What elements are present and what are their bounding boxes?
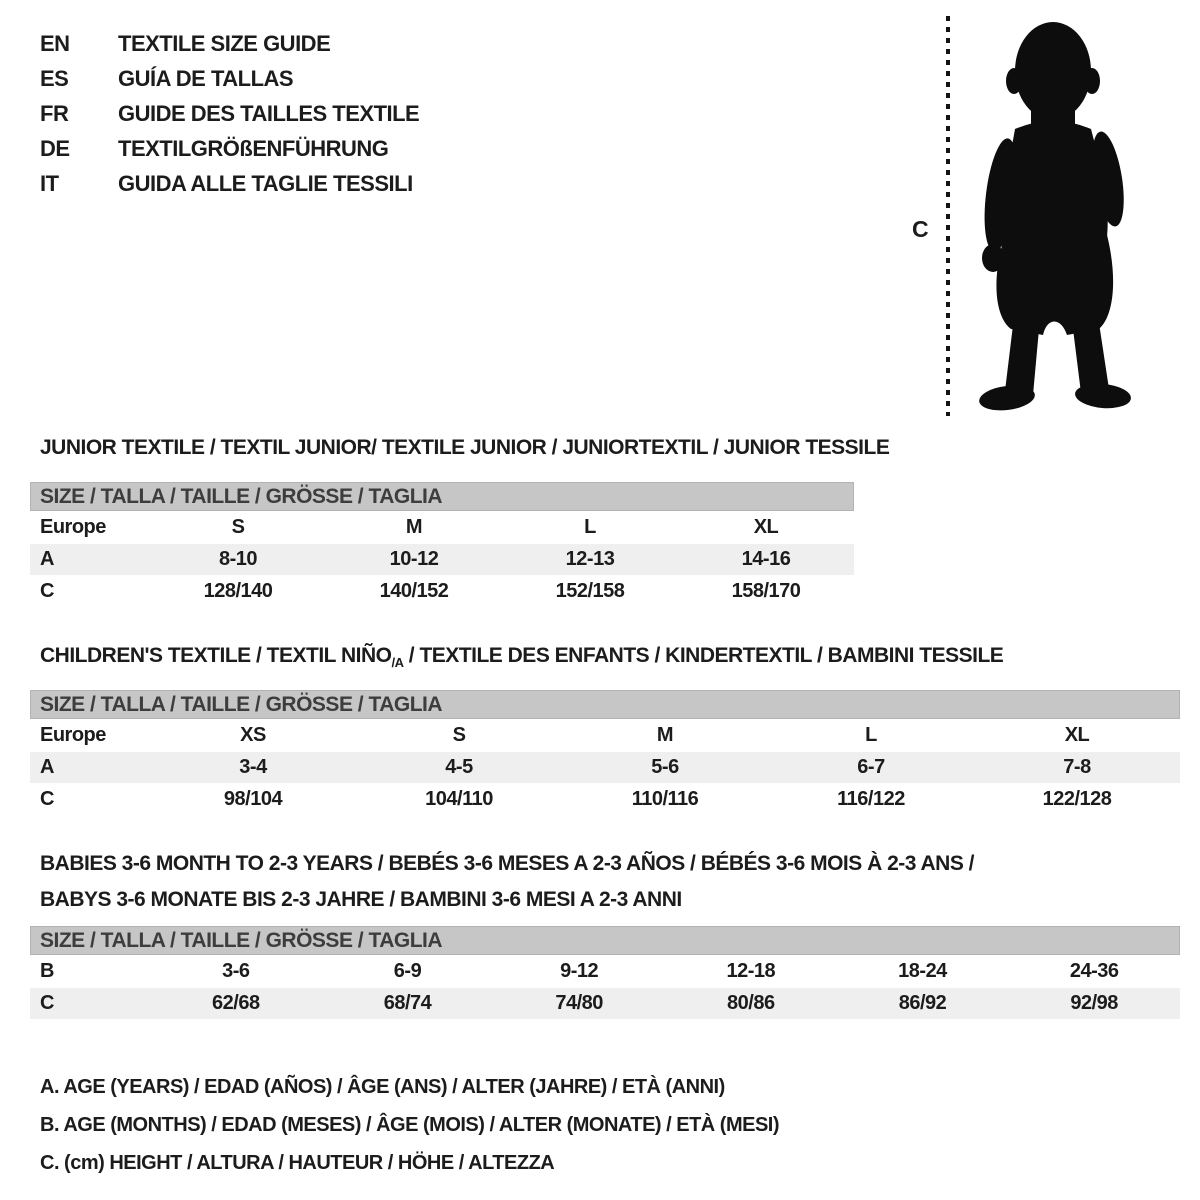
children-size-table <box>30 690 1180 815</box>
size-table-header: SIZE / TALLA / TAILLE / GRÖSSE / TAGLIA <box>30 690 1180 719</box>
lang-row-de <box>40 131 419 166</box>
size-cell: L <box>865 724 877 746</box>
lang-code: IT <box>40 170 59 196</box>
size-table-header: SIZE / TALLA / TAILLE / GRÖSSE / TAGLIA <box>30 482 854 511</box>
size-cell: XL <box>1064 724 1090 746</box>
table-row-age-years <box>30 752 1180 783</box>
table-row-height-cm <box>30 576 854 607</box>
size-cell: S <box>231 516 245 538</box>
age-cell: 3-4 <box>239 756 267 778</box>
row-label: Europe <box>40 516 106 538</box>
size-table-header: SIZE / TALLA / TAILLE / GRÖSSE / TAGLIA <box>30 926 1180 955</box>
height-cell: 158/170 <box>731 580 801 602</box>
age-cell: 10-12 <box>389 548 439 570</box>
age-cell: 24-36 <box>1069 960 1119 982</box>
toddler-silhouette-icon <box>963 16 1163 418</box>
height-cell: 68/74 <box>383 992 432 1014</box>
size-cell: M <box>656 724 674 746</box>
size-cell: XL <box>753 516 779 538</box>
height-measure-label: C <box>912 216 929 242</box>
age-cell: 12-13 <box>565 548 615 570</box>
row-label: A <box>40 548 54 570</box>
guide-title-it: GUIDA ALLE TAGLIE TESSILI <box>118 170 413 196</box>
lang-row-es <box>40 61 419 96</box>
junior-section-title: JUNIOR TEXTILE / TEXTIL JUNIOR/ TEXTILE JUNIOR / JUNIORTEXTIL / JUNIOR TESSILE <box>40 436 890 459</box>
children-title-subscript: /A <box>391 655 404 671</box>
lang-row-fr <box>40 96 419 131</box>
age-cell: 14-16 <box>741 548 791 570</box>
language-title-list <box>40 26 419 201</box>
legend-c-height-cm: C. (cm) HEIGHT / ALTURA / HAUTEUR / HÖHE / ALTEZZA <box>40 1151 555 1174</box>
lang-code: FR <box>40 100 69 126</box>
babies-section-title-line2: BABYS 3-6 MONATE BIS 2-3 JAHRE / BAMBINI 3-6 MESI A 2-3 ANNI <box>40 888 682 911</box>
size-cell: XS <box>240 724 266 746</box>
age-cell: 6-7 <box>857 756 885 778</box>
table-row-europe <box>30 512 854 543</box>
lang-code: EN <box>40 30 70 56</box>
table-row-height-cm <box>30 988 1180 1019</box>
height-cell: 80/86 <box>727 992 775 1014</box>
age-cell: 12-18 <box>726 960 776 982</box>
guide-title-es: GUÍA DE TALLAS <box>118 65 294 91</box>
children-title-prefix: CHILDREN'S TEXTILE / TEXTIL NIÑO <box>40 644 392 667</box>
height-cell: 122/128 <box>1042 788 1112 810</box>
babies-size-table <box>30 926 1180 1019</box>
lang-code: ES <box>40 65 69 91</box>
row-label: A <box>40 756 54 778</box>
height-cell: 74/80 <box>555 992 603 1014</box>
children-section-title <box>40 644 1003 670</box>
age-cell: 3-6 <box>222 960 250 982</box>
babies-section-title-line1: BABIES 3-6 MONTH TO 2-3 YEARS / BEBÉS 3-6 MESES A 2-3 AÑOS / BÉBÉS 3-6 MOIS À 2-3 ANS / <box>40 852 975 875</box>
table-row-height-cm <box>30 784 1180 815</box>
table-row-europe <box>30 720 1180 751</box>
table-row-age-years <box>30 544 854 575</box>
guide-title-fr: GUIDE DES TAILLES TEXTILE <box>118 100 420 126</box>
lang-row-en <box>40 26 419 61</box>
size-cell: L <box>584 516 596 538</box>
table-row-age-months <box>30 956 1180 987</box>
row-label: C <box>40 992 54 1014</box>
size-cell: S <box>452 724 466 746</box>
children-title-suffix: / TEXTILE DES ENFANTS / KINDERTEXTIL / BAMBINI TESSILE <box>403 644 1004 667</box>
height-cell: 86/92 <box>898 992 947 1014</box>
height-cell: 104/110 <box>425 788 493 810</box>
row-label: C <box>40 580 54 602</box>
guide-title-en: TEXTILE SIZE GUIDE <box>118 30 331 56</box>
legend-b-age-months: B. AGE (MONTHS) / EDAD (MESES) / ÂGE (MOIS) / ALTER (MONATE) / ETÀ (MESI) <box>40 1113 780 1136</box>
age-cell: 6-9 <box>393 960 422 982</box>
age-cell: 8-10 <box>218 548 258 570</box>
height-cell: 128/140 <box>203 580 273 602</box>
height-cell: 152/158 <box>555 580 625 602</box>
row-label: C <box>40 788 54 810</box>
junior-size-table <box>30 482 854 607</box>
height-measure-dashed-line <box>946 16 950 416</box>
legend-a-age-years: A. AGE (YEARS) / EDAD (AÑOS) / ÂGE (ANS) / ALTER (JAHRE) / ETÀ (ANNI) <box>40 1075 725 1098</box>
height-cell: 110/116 <box>631 788 699 810</box>
age-cell: 7-8 <box>1063 756 1091 778</box>
height-cell: 62/68 <box>212 992 260 1014</box>
height-cell: 92/98 <box>1070 992 1118 1014</box>
age-cell: 9-12 <box>560 960 599 982</box>
height-cell: 140/152 <box>379 580 449 602</box>
lang-code: DE <box>40 135 70 161</box>
lang-row-it <box>40 166 419 201</box>
age-cell: 18-24 <box>898 960 947 982</box>
age-cell: 4-5 <box>445 756 473 778</box>
guide-title-de: TEXTILGRÖßENFÜHRUNG <box>118 135 389 161</box>
row-label: B <box>40 960 54 982</box>
measure-legend <box>40 1068 779 1182</box>
size-cell: M <box>405 516 423 538</box>
height-cell: 98/104 <box>223 788 283 810</box>
age-cell: 5-6 <box>651 756 679 778</box>
height-cell: 116/122 <box>837 788 905 810</box>
row-label: Europe <box>40 724 106 746</box>
